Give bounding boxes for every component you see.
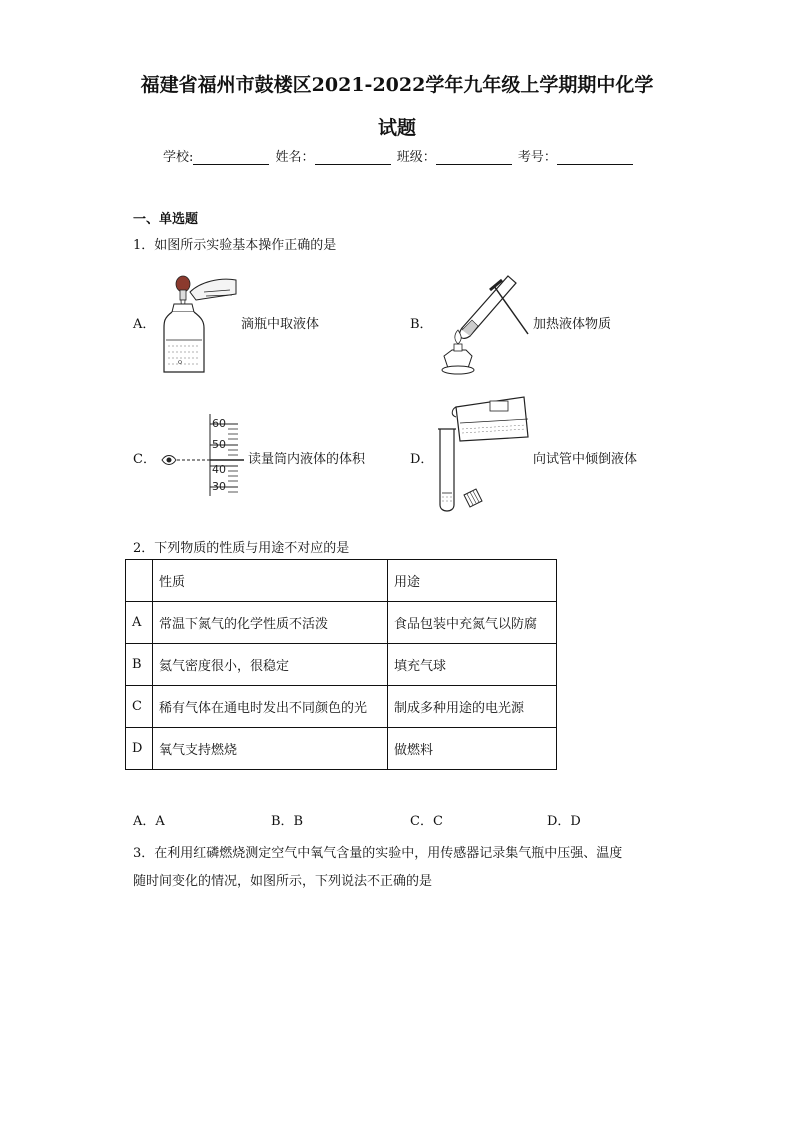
table-header-cell: 性质 (153, 560, 388, 602)
student-info (163, 146, 635, 165)
table-cell (126, 560, 153, 602)
table-cell: D (126, 728, 153, 770)
properties-table (125, 559, 557, 770)
table-cell: 稀有气体在通电时发出不同颜色的光 (153, 686, 388, 728)
name-label: 姓名： (275, 150, 315, 165)
table-cell: 常温下氮气的化学性质不活泼 (153, 602, 388, 644)
q1-option-b-letter: B． (410, 317, 433, 332)
pouring-liquid-icon (432, 393, 532, 515)
table-row (126, 686, 557, 728)
q2-choice-a: A．A (133, 814, 165, 829)
table-header-row (126, 560, 557, 602)
table-cell: 氦气密度很小，很稳定 (153, 644, 388, 686)
table-cell: 做燃料 (388, 728, 557, 770)
table-header-cell: 用途 (388, 560, 557, 602)
table-cell: B (126, 644, 153, 686)
question-1-stem: 1．如图所示实验基本操作正确的是 (133, 238, 337, 253)
page-title-line2: 试题 (377, 117, 416, 139)
graduated-cylinder-icon (158, 412, 248, 498)
table-row (126, 644, 557, 686)
name-blank (315, 150, 391, 165)
cylinder-tick-label: 50 (212, 438, 226, 451)
q1-option-c-letter: C． (133, 452, 156, 467)
question-2-stem: 2．下列物质的性质与用途不对应的是 (133, 541, 350, 556)
table-row (126, 728, 557, 770)
cylinder-tick-label: 30 (212, 480, 226, 493)
exam-no-label: 考号： (517, 150, 557, 165)
table-cell: 填充气球 (388, 644, 557, 686)
table-cell: C (126, 686, 153, 728)
exam-no-blank (557, 150, 633, 165)
cylinder-tick-label: 60 (212, 417, 226, 430)
dropper-bottle-icon (160, 262, 240, 376)
table-cell: 氧气支持燃烧 (153, 728, 388, 770)
question-3-stem-line2: 随时间变化的情况，如图所示，下列说法不正确的是 (133, 874, 433, 889)
question-3-stem-line1: 3．在利用红磷燃烧测定空气中氧气含量的实验中，用传感器记录集气瓶中压强、温度 (133, 846, 623, 861)
table-cell: 食品包装中充氮气以防腐 (388, 602, 557, 644)
page-title: 福建省福州市鼓楼区2021-2022学年九年级上学期期中化学 (140, 74, 654, 96)
table-cell: 制成多种用途的电光源 (388, 686, 557, 728)
school-label: 学校: (163, 150, 194, 165)
q1-option-c-caption: 读量筒内液体的体积 (248, 452, 366, 467)
class-blank (436, 150, 512, 165)
table-row (126, 602, 557, 644)
class-label: 班级： (396, 150, 436, 165)
q2-choice-b: B．B (271, 814, 304, 829)
cylinder-tick-label: 40 (212, 463, 226, 476)
q2-choice-d: D．D (547, 814, 581, 829)
table-cell: A (126, 602, 153, 644)
school-blank (193, 150, 269, 165)
q1-option-a-letter: A． (133, 317, 156, 332)
q1-option-d-letter: D． (410, 452, 434, 467)
heating-test-tube-icon (432, 270, 532, 376)
q1-option-a-caption: 滴瓶中取液体 (241, 317, 320, 332)
q1-option-d-caption: 向试管中倾倒液体 (533, 452, 638, 467)
q2-choice-c: C．C (410, 814, 443, 829)
section-heading: 一、单选题 (133, 212, 199, 227)
q1-option-b-caption: 加热液体物质 (533, 317, 612, 332)
